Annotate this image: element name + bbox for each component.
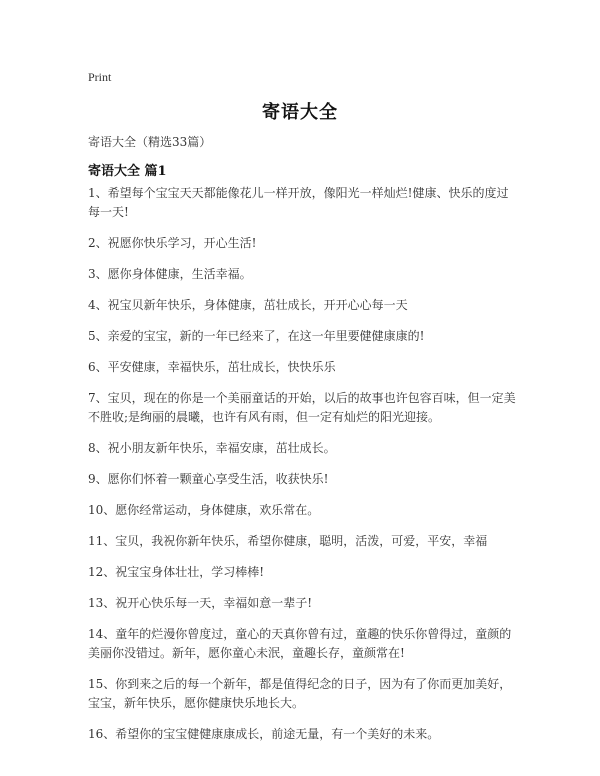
list-item: 16、希望你的宝宝健健康康成长，前途无量，有一个美好的未来。 <box>88 727 440 741</box>
list-item: 11、宝贝，我祝你新年快乐，希望你健康，聪明，活泼，可爱，平安，幸福 <box>88 534 488 548</box>
list-item: 14、童年的烂漫你曾度过，童心的天真你曾有过，童趣的快乐你曾得过，童颜的美丽你没错过。新年，愿你童心未泯，童趣长存，童颜常在! <box>88 627 512 660</box>
list-item: 12、祝宝宝身体壮壮，学习棒棒! <box>88 565 265 579</box>
list-item: 5、亲爱的宝宝，新的一年已经来了，在这一年里要健健康康的! <box>88 329 425 343</box>
list-item: 3、愿你身体健康，生活幸福。 <box>88 267 252 281</box>
list-item: 9、愿你们怀着一颗童心享受生活，收获快乐! <box>88 472 329 486</box>
list-item: 2、祝愿你快乐学习，开心生活! <box>88 236 257 250</box>
list-item: 6、平安健康，幸福快乐，茁壮成长，快快乐乐 <box>88 360 336 374</box>
section-heading: 寄语大全 篇1 <box>88 164 167 179</box>
entry-list <box>88 184 518 756</box>
list-item: 13、祝开心快乐每一天，幸福如意一辈子! <box>88 596 313 610</box>
list-item: 7、宝贝，现在的你是一个美丽童话的开始，以后的故事也许包容百味，但一定美不胜收;是绚丽的晨曦，也许有风有雨，但一定有灿烂的阳光迎接。 <box>88 391 516 424</box>
list-item: 4、祝宝贝新年快乐，身体健康，茁壮成长，开开心心每一天 <box>88 298 408 312</box>
subtitle: 寄语大全（精选33篇） <box>88 135 212 149</box>
print-label: Print <box>88 70 112 84</box>
list-item: 1、希望每个宝宝天天都能像花儿一样开放，像阳光一样灿烂!健康、快乐的度过每一天! <box>88 186 509 219</box>
page-title: 寄语大全 <box>262 102 338 123</box>
list-item: 15、你到来之后的每一个新年，都是值得纪念的日子，因为有了你而更加美好，宝宝，新年快乐，愿你健康快乐地长大。 <box>88 677 512 710</box>
list-item: 10、愿你经常运动，身体健康，欢乐常在。 <box>88 503 320 517</box>
list-item: 8、祝小朋友新年快乐，幸福安康，茁壮成长。 <box>88 441 336 455</box>
